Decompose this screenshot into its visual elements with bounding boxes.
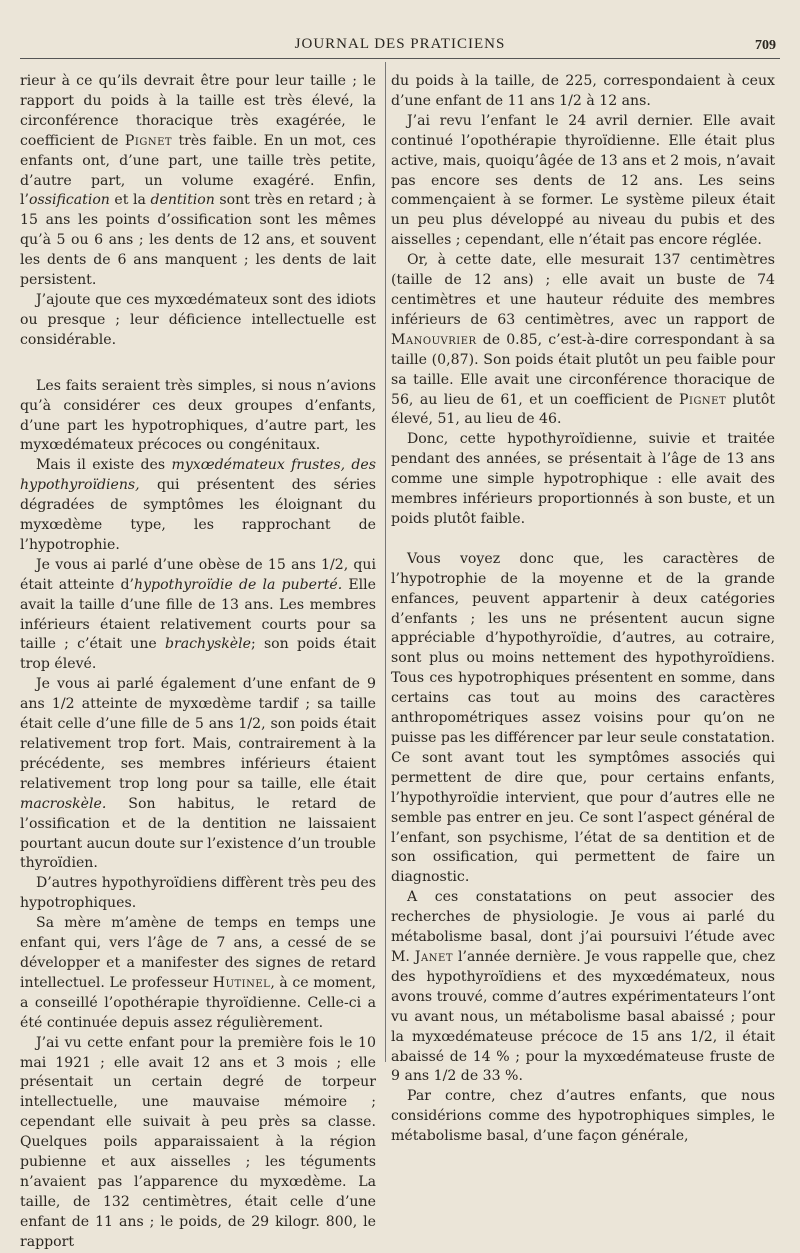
italic-term: dentition <box>150 192 215 209</box>
paragraph <box>391 550 775 888</box>
text-run: ; son poids était trop élevé. <box>20 636 376 673</box>
left-column <box>20 72 376 1253</box>
paragraph <box>391 251 775 430</box>
paragraph <box>20 456 376 556</box>
paragraph <box>20 675 376 874</box>
text-run: qui présentent des séries dégradées de symptômes les éloignant du myxœdème type, les rapprochant de l’hypotrophie. <box>20 477 376 553</box>
text-run: Or, à cette date, elle mesurait 137 centimètres (taille de 12 ans) ; elle avait un buste de 74 centimètres et une hauteur réduite des membres inférieurs de 63 centimètres, avec un rapport de <box>391 252 775 328</box>
italic-term: macroskèle. <box>20 795 107 812</box>
column-divider <box>385 62 386 1062</box>
italic-term: brachyskèle <box>164 636 251 653</box>
text-run: J’ajoute que ces myxœdémateux sont des idiots ou presque ; leur déficience intellectuelle est considérable. <box>20 291 376 348</box>
author-name: Pignet <box>679 391 727 408</box>
text-run: Les faits seraient très simples, si nous n’avions qu’à considérer ces deux groupes d’enfants, d’une part les hypotrophiques, d’autre part, les myxœdémateux précoces ou congénitaux. <box>20 377 376 454</box>
paragraph <box>391 1087 775 1147</box>
text-run: Par contre, chez d’autres enfants, que nous considérions comme des hypotrophiques simples, le métabolisme basal, d’une façon générale, <box>391 1088 775 1145</box>
section-break <box>20 351 376 377</box>
text-run: Son habitus, le retard de l’ossification et de la dentition ne laissaient pourtant aucun doute sur l’existence d’un trouble thyroïdien. <box>20 795 376 872</box>
text-run: sont très en retard ; à 15 ans les points d’ossification sont les mêmes qu’à 5 ou 6 ans ; les dents de 12 ans, et souvent les dents de 6 ans manquent ; les dents de lait persistent. <box>20 192 376 289</box>
paragraph <box>391 72 775 112</box>
text-run: A ces constatations on peut associer des recherches de physiologie. Je vous ai parlé du métabolisme basal, dont j’ai poursuivi l’étude avec M. <box>391 889 775 965</box>
paragraph <box>20 72 376 291</box>
author-name: Janet <box>414 948 453 965</box>
text-run: l’année dernière. Je vous rappelle que, chez des hypothyroïdiens et des myxœdémateux, nous avons trouvé, comme d’autres expérimentateurs l’ont vu avant nous, un métabolisme basal abaissé ; pour la myxœdémateuse précoce de 15 ans 1/2, il était abaissé de 14 % ; pour la myxœdémateuse fruste de 9 ans 1/2 de 33 %. <box>391 948 775 1085</box>
text-run: du poids à la taille, de 225, correspondaient à ceux d’une enfant de 11 ans 1/2 à 12 ans. <box>391 73 775 109</box>
right-column <box>391 72 775 1147</box>
text-run: J’ai revu l’enfant le 24 avril dernier. Elle avait continué l’opothérapie thyroïdienne. Elle était plus active, mais, quoiqu’âgée de 13 ans et 2 mois, n’avait pas encore ses dents de 12 ans. Les seins commençaient à se former. Le système pileux était un peu plus développé au niveau du pubis et des aisselles ; cependant, elle n’était pas encore réglée. <box>391 112 775 249</box>
author-name: Hutinel <box>212 974 271 991</box>
text-run: Je vous ai parlé d’une obèse de 15 ans 1/2, qui était atteinte d’ <box>20 556 376 593</box>
text-run: de 0.85, c’est-à-dire correspondant à sa taille (0,87). Son poids était plutôt un peu faible pour sa taille. Elle avait une circonférence thoracique de 56, au lieu de 61, et un coefficient de <box>391 331 775 408</box>
paragraph <box>20 874 376 914</box>
italic-term: ossification <box>29 192 110 209</box>
journal-title: JOURNAL DES PRATICIENS <box>294 36 506 52</box>
text-run: et la <box>109 192 151 209</box>
author-name: Pignet <box>124 132 173 149</box>
text-run: Mais il existe des <box>36 457 172 474</box>
text-run: rieur à ce qu’ils devrait être pour leur taille ; le rapport du poids à la taille est très élevé, la circonférence thoracique très exagérée, le coefficient de <box>20 73 376 149</box>
italic-term: myxœdémateux frustes, des hypothyroïdiens, <box>20 457 377 494</box>
paragraph <box>391 888 775 1087</box>
text-run: Vous voyez donc que, les caractères de l’hypotrophie de la moyenne et de la grande enfances, peuvent appartenir à deux catégories d’enfants ; les uns ne présentent aucun signe appréciable d’hypothyroïdie, d’autres, au cotraire, sont plus ou moins nettement des hypothyroïdiens. Tous ces hypotrophiques présentent en somme, dans certains cas tout au moins des caractères anthropométriques assez voisins pour qu’on ne puisse pas les différencer par leur seule constatation. Ce sont avant tout les symptômes associés qui permettent de dire que, pour certains enfants, l’hypothyroïdie intervient, que pour d’autres elle ne semble pas entrer en jeu. Ce sont l’aspect général de l’enfant, son psychisme, l’état de sa dentition et de son ossification, qui permettent de faire un diagnostic. <box>391 550 775 886</box>
paragraph <box>391 112 775 251</box>
paragraph <box>391 430 775 530</box>
paragraph <box>20 1034 376 1253</box>
paragraph <box>20 377 376 457</box>
paragraph <box>20 556 376 675</box>
text-run: Elle avait la taille d’une fille de 13 ans. Les membres inférieurs étaient relativement courts pour sa taille ; c’était une <box>20 576 377 653</box>
paragraph <box>20 291 376 351</box>
text-run: Je vous ai parlé également d’une enfant de 9 ans 1/2 atteinte de myxœdème tardif ; sa taille était celle d’une fille de 5 ans 1/2, son poids était relativement trop fort. Mais, contrairement à la précédente, ses membres inférieurs étaient relativement trop long pour sa taille, elle était <box>20 676 376 792</box>
text-run: J’ai vu cette enfant pour la première fois le 10 mai 1921 ; elle avait 12 ans et 3 mois ; elle présentait un certain degré de torpeur intellectuelle, une mauvaise mémoire ; cependant elle suivait à peu près sa classe. Quelques poils apparaissaient à la région pubienne et aux aisselles ; les téguments n’avaient pas l’apparence du myxœdème. La taille, de 132 centimètres, était celle d’une enfant de 11 ans ; le poids, de 29 kilogr. 800, le rapport <box>20 1034 376 1250</box>
text-run: plutôt élevé, 51, au lieu de 46. <box>391 391 775 428</box>
section-break <box>391 530 775 550</box>
italic-term: hypothyroïdie de la puberté. <box>134 576 343 593</box>
page-number: 709 <box>755 38 776 53</box>
running-header <box>20 30 780 59</box>
text-run: Sa mère m’amène de temps en temps une enfant qui, vers l’âge de 7 ans, a cessé de se développer et a manifester des signes de retard intellectuel. Le professeur <box>20 915 376 991</box>
text-run: D’autres hypothyroïdiens diffèrent très peu des hypotrophiques. <box>20 875 376 912</box>
text-run: Donc, cette hypothyroïdienne, suivie et traitée pendant des années, se présentait à l’âge de 13 ans comme une simple hypotrophique : elle avait des membres inférieurs proportionnés à son buste, et un poids plutôt faible. <box>391 431 775 527</box>
text-run: très faible. En un mot, ces enfants ont, d’une part, une taille très petite, d’autre part, un volume exagéré. Enfin, l’ <box>20 132 377 209</box>
text-run: , à ce moment, a conseillé l’opothérapie thyroïdienne. Celle-ci a été continuée depuis assez régulièrement. <box>20 974 376 1031</box>
paragraph <box>20 914 376 1033</box>
author-name: Manouvrier <box>391 331 477 348</box>
